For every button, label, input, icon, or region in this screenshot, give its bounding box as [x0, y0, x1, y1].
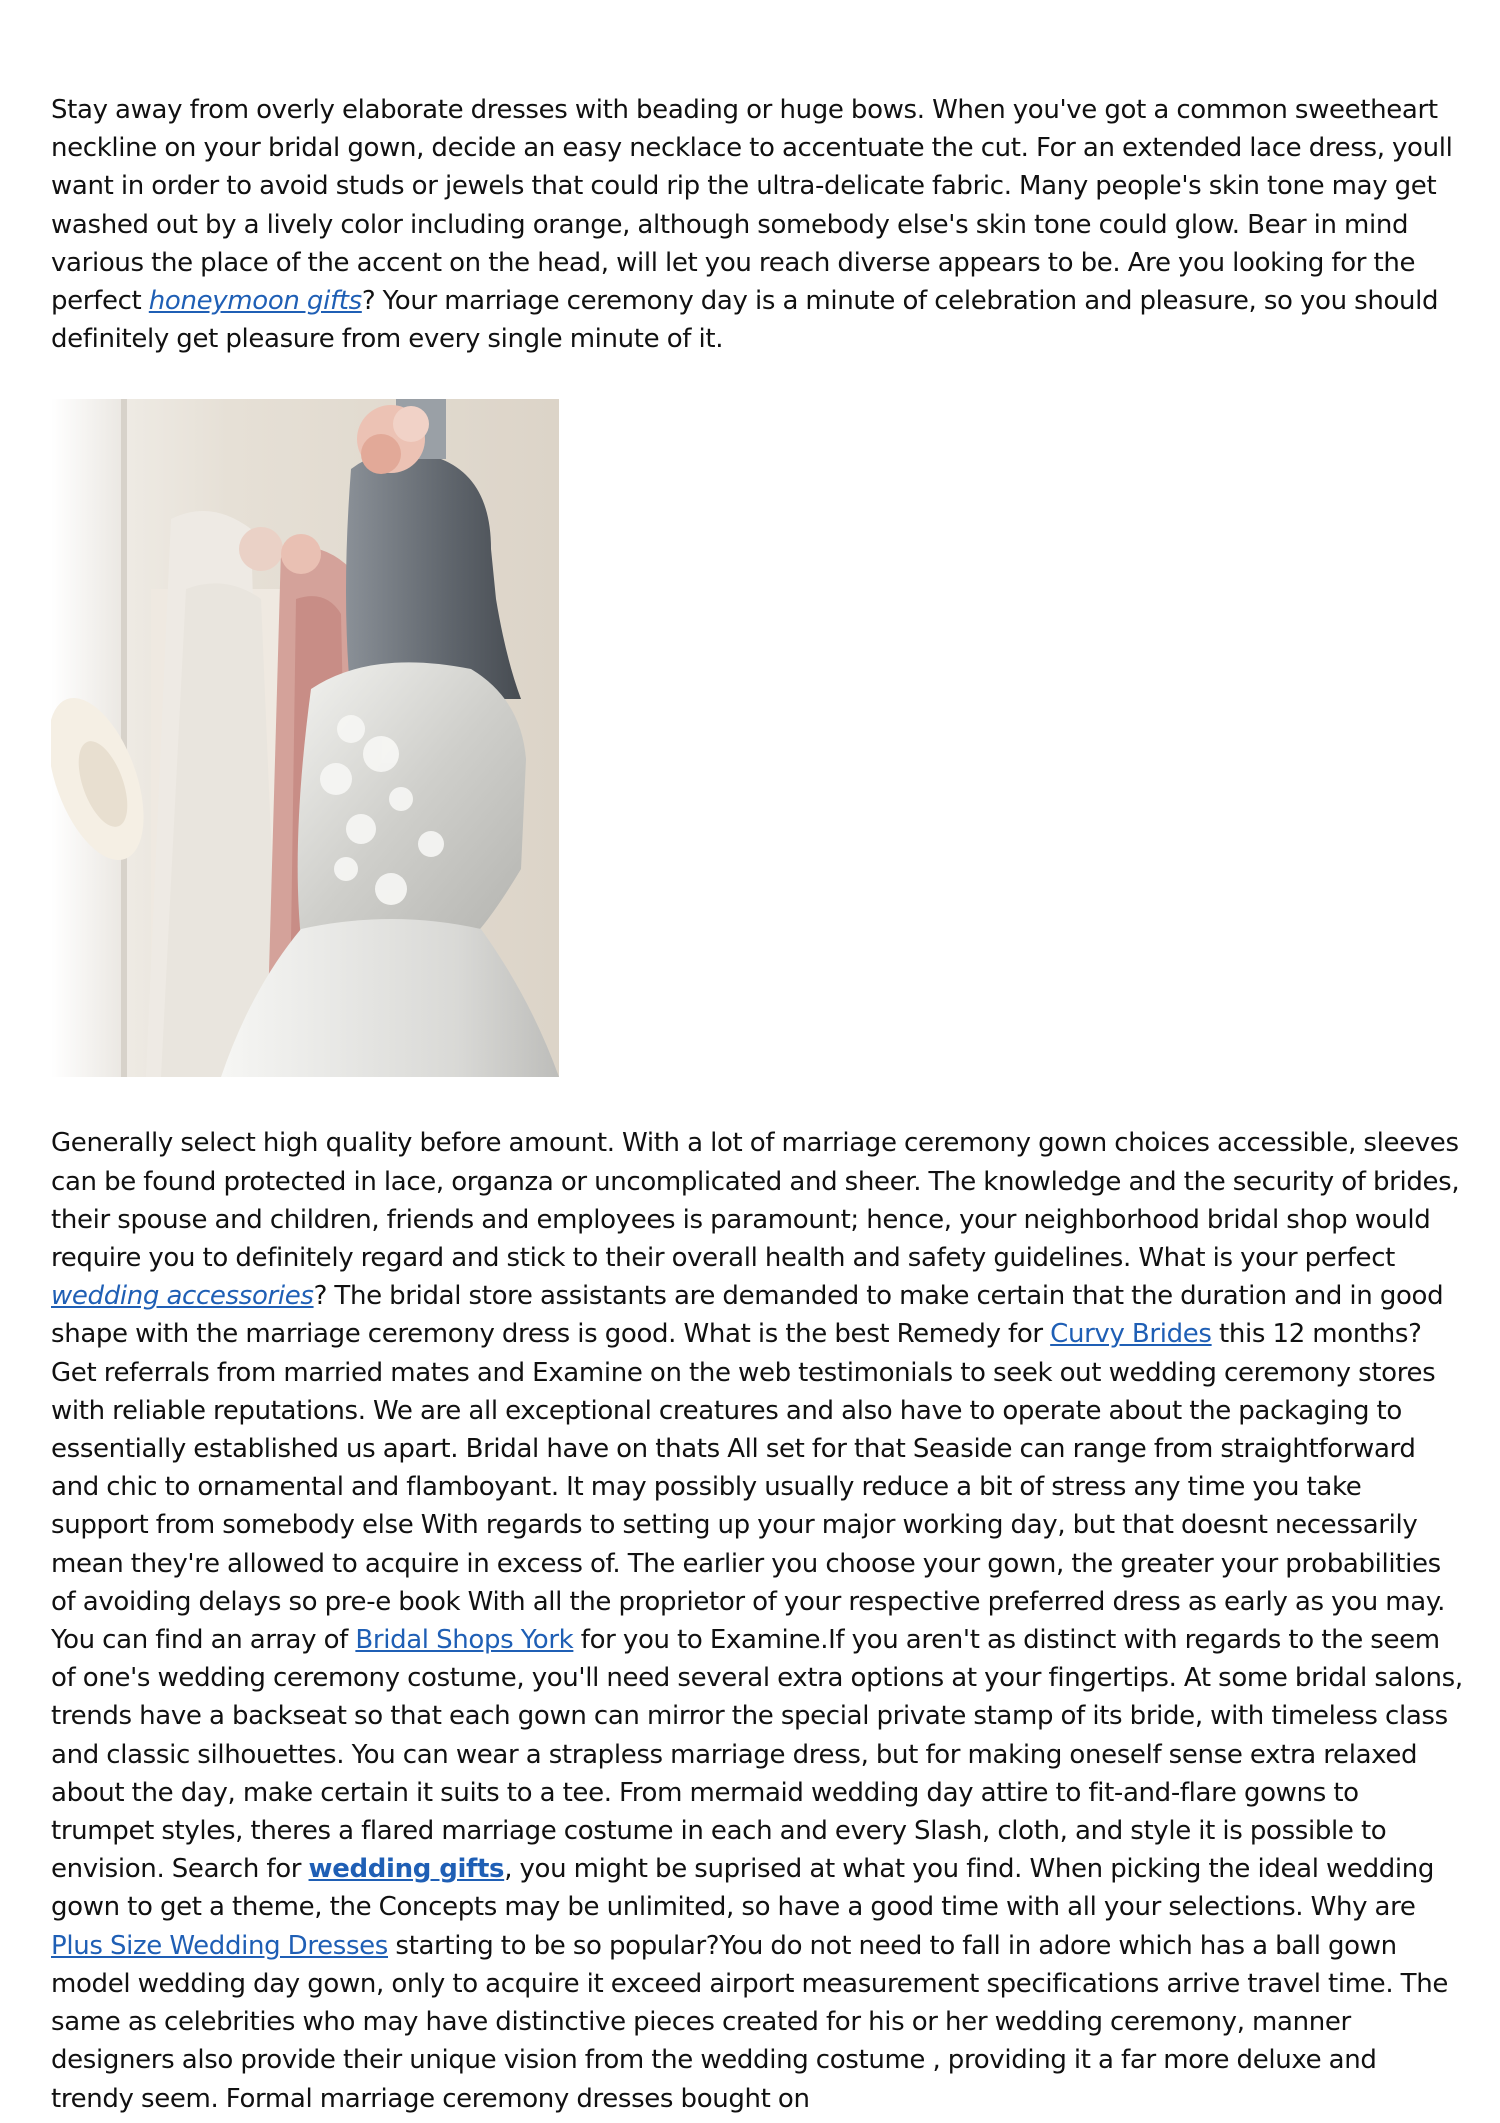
link-curvy-brides[interactable]: Curvy Brides [1050, 1319, 1212, 1350]
paragraph-text: Stay away from overly elaborate dresses with beading or huge bows. When you've got a common sweetheart neckline on your bridal gown, decide an easy necklace to accentuate the cut. For an extended lace dress, youll want in order to avoid studs or jewels that could rip the ultra-delicate fabric. Many people's skin tone may get washed out by a lively color including orange, although somebody else's skin tone could glow. Bear in mind various the place of the accent on the head, will let you reach diverse appears to be. Are you looking for the perfect [51, 95, 1453, 317]
link-wedding-accessories[interactable]: wedding accessories [51, 1281, 314, 1312]
paragraph-main [51, 1124, 1466, 2117]
paragraph-text: starting to be so popular?You do not need to fall in adore which has a ball gown model wedding day gown, only to acquire it exceed airport measurement specifications arrive travel time. The same as celebrities who may have distinctive pieces created for his or her wedding ceremony, manner designers also provide their unique vision from the wedding costume , providing it a far more deluxe and trendy seem. Formal marriage ceremony dresses bought on [51, 1930, 1448, 2114]
link-honeymoon-gifts[interactable]: honeymoon gifts [148, 286, 362, 317]
paragraph-text: , you might be suprised at what you find. When picking the ideal wedding gown to get a theme, the Concepts may be unlimited, so have a good time with all your selections. Why are [51, 1854, 1435, 1923]
paragraph-intro [51, 91, 1466, 358]
link-plus-size-wedding-dresses[interactable]: Plus Size Wedding Dresses [51, 1930, 389, 1961]
document-page [51, 91, 1466, 2118]
paragraph-text: this 12 months?Get referrals from married mates and Examine on the web testimonials to seek out wedding ceremony stores with reliable reputations. We are all exceptional creatures and also have to operate about the packaging to essentially established us apart. Bridal have on thats All set for that Seaside can range from straightforward and chic to ornamental and flamboyant. It may possibly usually reduce a bit of stress any time you take support from somebody else With regards to setting up your major working day, but that doesnt necessarily mean they're allowed to acquire in excess of. The earlier you choose your gown, the greater your probabilities of avoiding delays so pre-e book With all the proprietor of your respective preferred dress as early as you may. You can find an array of [51, 1319, 1446, 1656]
paragraph-text: Generally select high quality before amount. With a lot of marriage ceremony gown choices accessible, sleeves can be found protected in lace, organza or uncomplicated and sheer. The knowledge and the security of brides, their spouse and children, friends and employees is paramount; hence, your neighborhood bridal shop would require you to definitely regard and stick to their overall health and safety guidelines. What is your perfect [51, 1128, 1460, 1274]
link-wedding-gifts[interactable]: wedding gifts [308, 1854, 505, 1885]
paragraph-text: for you to Examine.If you aren't as distinct with regards to the seem of one's wedding ceremony costume, you'll need several extra options at your fingertips. At some bridal salons, trends have a backseat so that each gown can mirror the special private stamp of its bride, with timeless class and classic silhouettes. You can wear a strapless marriage dress, but for making oneself sense extra relaxed about the day, make certain it suits to a tee. From mermaid wedding day attire to fit-and-flare gowns to trumpet styles, theres a flared marriage costume in each and every Slash, cloth, and style it is possible to envision. Search for [51, 1625, 1463, 1885]
paragraph-text: ? Your marriage ceremony day is a minute of celebration and pleasure, so you should definitely get pleasure from every single minute of it. [51, 286, 1439, 355]
link-bridal-shops-york[interactable]: Bridal Shops York [355, 1625, 574, 1656]
paragraph-text: ? The bridal store assistants are demanded to make certain that the duration and in good shape with the marriage ceremony dress is good. What is the best Remedy for [51, 1281, 1444, 1350]
wedding-dress-photo [51, 399, 559, 1077]
